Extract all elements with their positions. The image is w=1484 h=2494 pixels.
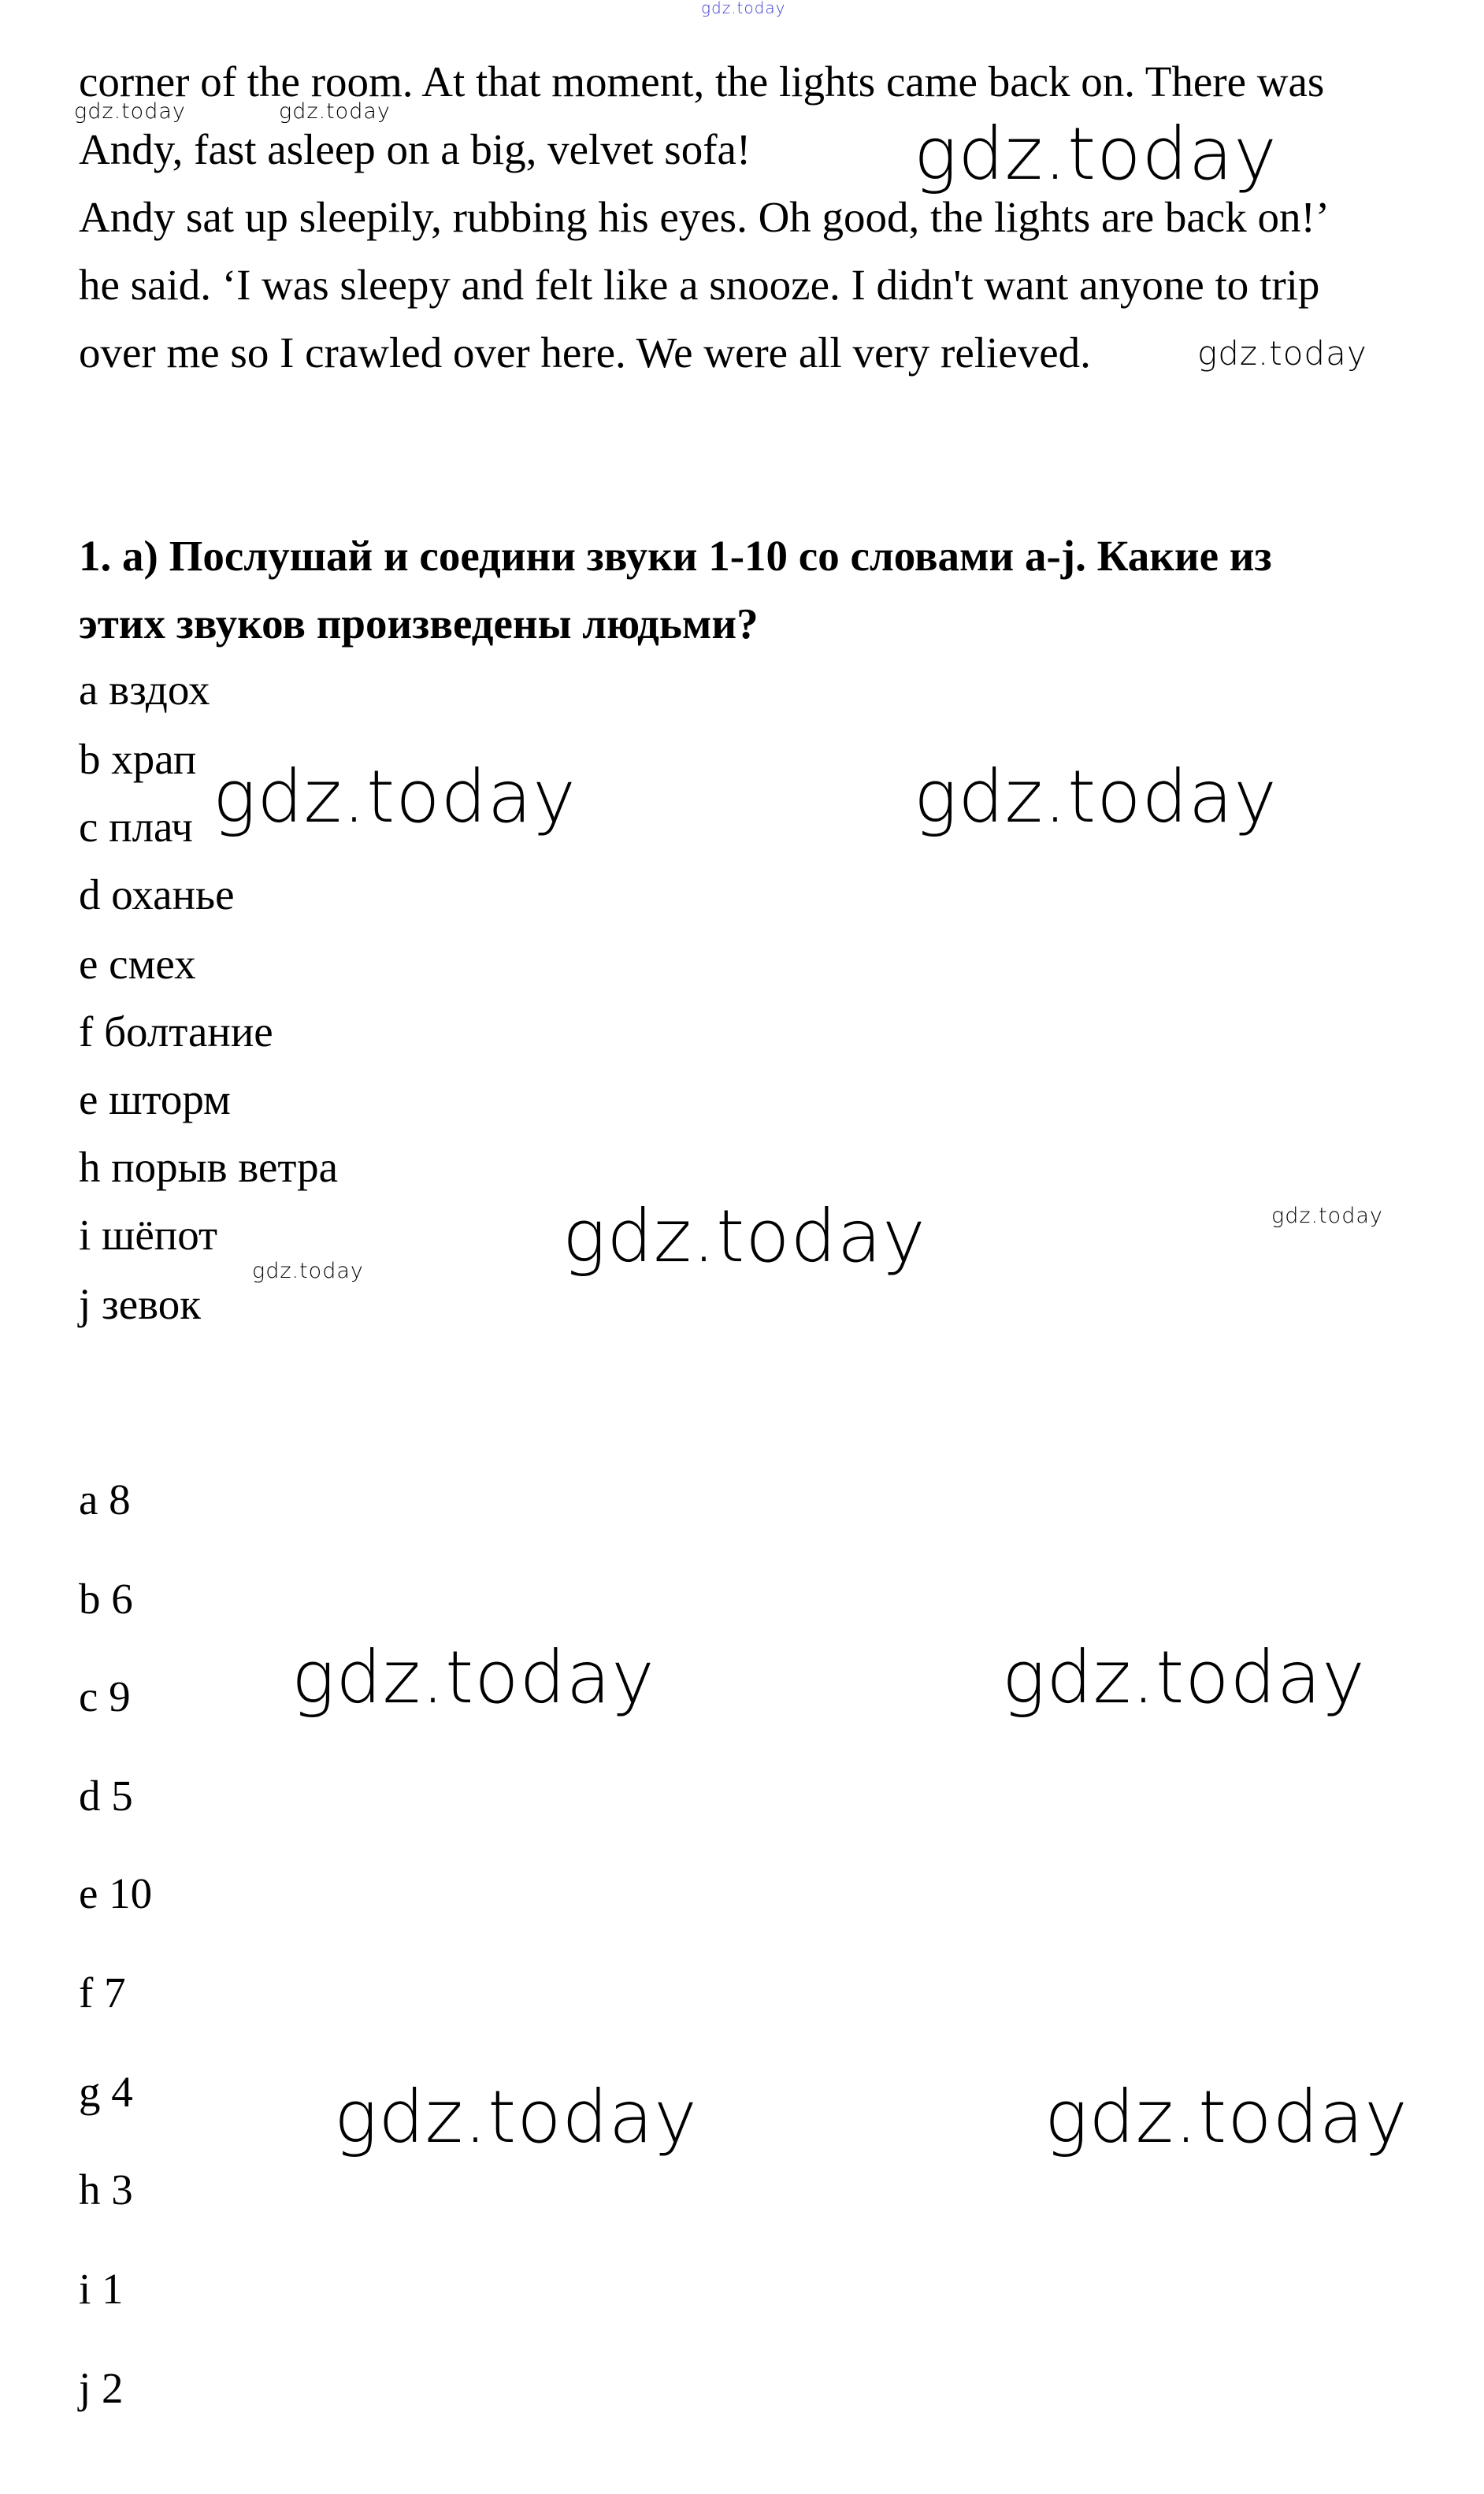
- watermark: gdz.today: [213, 755, 577, 839]
- answer-item: a 8: [79, 1475, 131, 1523]
- answer-item: g 4: [79, 2068, 133, 2116]
- story-line: he said. ‘I was sleepy and felt like a snooze. I didn't want anyone to trip: [79, 261, 1320, 309]
- watermark: gdz.today: [291, 1635, 655, 1720]
- watermark: gdz.today: [1271, 1204, 1383, 1228]
- word-item: f болтание: [79, 1008, 273, 1056]
- story-line: Andy sat up sleepily, rubbing his eyes. Oh good, the lights are back on!’: [79, 193, 1330, 241]
- watermark: gdz.today: [1002, 1635, 1366, 1720]
- word-item: a вздох: [79, 666, 210, 714]
- word-item: h порыв ветра: [79, 1143, 339, 1191]
- word-item: e шторм: [79, 1075, 231, 1123]
- watermark: gdz.today: [562, 1194, 926, 1279]
- watermark: gdz.today: [1044, 2075, 1408, 2159]
- story-line: corner of the room. At that moment, the lights came back on. There was: [79, 58, 1325, 106]
- story-line: Andy, fast asleep on a big, velvet sofa!: [79, 125, 751, 173]
- task-heading-line: этих звуков произведены людьми?: [79, 599, 759, 648]
- answer-item: h 3: [79, 2166, 133, 2214]
- watermark: gdz.today: [334, 2075, 698, 2159]
- word-item: j зевок: [79, 1280, 201, 1328]
- watermark: gdz.today: [914, 112, 1278, 196]
- task-heading-line: 1. а) Послушай и соедини звуки 1-10 со словами a-j. Какие из: [79, 532, 1272, 580]
- word-item: d оханье: [79, 870, 235, 919]
- answer-item: j 2: [79, 2364, 124, 2412]
- watermark: gdz.today: [1197, 334, 1367, 373]
- watermark: gdz.today: [914, 755, 1278, 839]
- answer-item: e 10: [79, 1869, 153, 1917]
- word-item: e смех: [79, 940, 196, 988]
- story-line: over me so I crawled over here. We were all very relieved.: [79, 328, 1091, 377]
- word-item: i шёпот: [79, 1211, 218, 1259]
- watermark-top: gdz.today: [701, 0, 786, 17]
- word-item: c плач: [79, 803, 193, 851]
- answer-item: c 9: [79, 1672, 131, 1720]
- answer-item: d 5: [79, 1772, 133, 1820]
- answer-item: b 6: [79, 1575, 133, 1623]
- watermark: gdz.today: [74, 99, 186, 124]
- answer-item: i 1: [79, 2265, 124, 2313]
- answer-item: f 7: [79, 1969, 126, 2017]
- watermark: gdz.today: [279, 99, 391, 124]
- word-item: b храп: [79, 735, 197, 783]
- watermark: gdz.today: [252, 1259, 364, 1283]
